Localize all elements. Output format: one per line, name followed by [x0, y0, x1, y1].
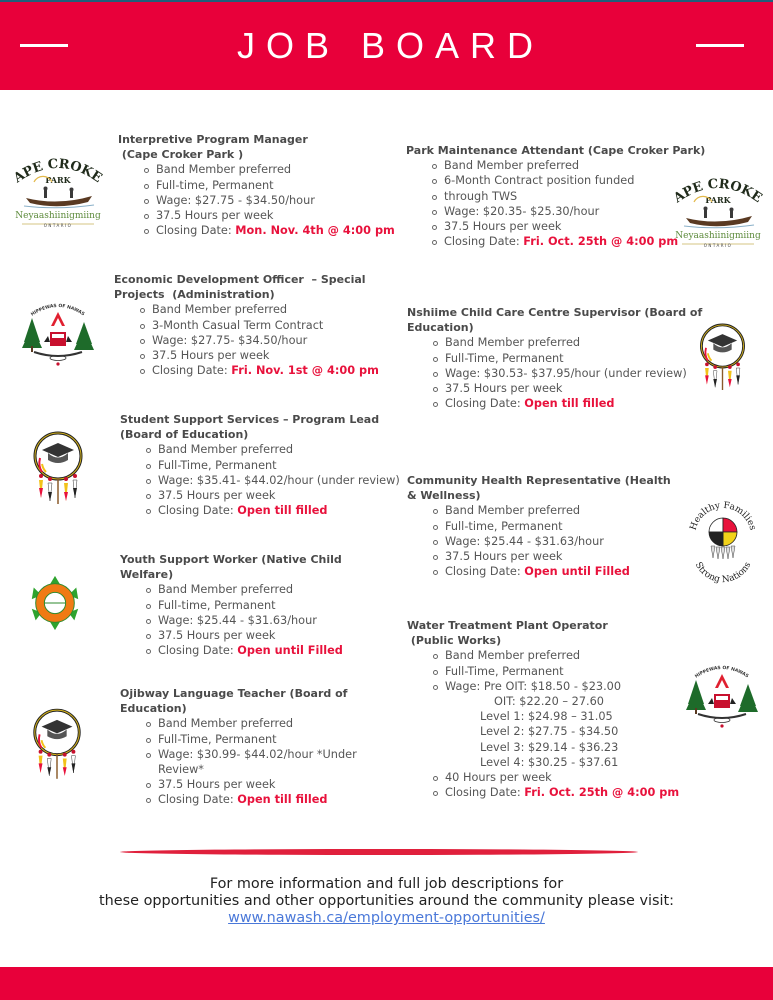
job-title-cont: (Cape Croker Park )	[118, 148, 244, 162]
job-title-cont: (Public Works)	[407, 634, 502, 648]
job-title: Park Maintenance Attendant (Cape Croker Park)	[406, 144, 706, 157]
job-title: Interpretive Program Manager	[118, 133, 308, 146]
job-listing	[407, 618, 679, 800]
job-detail: Band Member preferred	[433, 648, 679, 663]
job-detail: 37.5 Hours per week	[140, 348, 379, 363]
job-detail: Wage: $25.44 - $31.63/hour	[433, 534, 671, 549]
closing-label: Closing Date:	[158, 793, 238, 807]
job-detail: 40 Hours per week	[433, 770, 679, 785]
job-detail: 3-Month Casual Term Contract	[140, 318, 379, 333]
chippewas-of-nawash-logo	[18, 298, 98, 368]
job-detail: Band Member preferred	[433, 503, 671, 518]
job-detail: Full-Time, Permanent	[433, 664, 679, 679]
job-detail: Band Member preferred	[146, 442, 400, 457]
page-title: JOB BOARD	[236, 25, 545, 66]
closing-label: Closing Date:	[158, 644, 238, 658]
job-title: Youth Support Worker (Native Child	[120, 553, 342, 566]
closing-value: Fri. Oct. 25th @ 4:00 pm	[524, 786, 680, 800]
footer-info	[0, 876, 773, 927]
closing-label: Closing Date:	[158, 504, 238, 518]
chippewas-of-nawash-logo	[682, 660, 762, 730]
job-closing-date	[433, 785, 679, 800]
closing-value: Open till filled	[237, 793, 328, 807]
job-title: Student Support Services – Program Lead	[120, 413, 380, 426]
closing-value: Fri. Oct. 25th @ 4:00 pm	[523, 235, 679, 249]
job-detail: through TWS	[432, 189, 705, 204]
job-listing	[118, 132, 395, 238]
header-dash-right	[696, 44, 744, 47]
job-detail: Band Member preferred	[144, 162, 395, 177]
job-detail: Full-Time, Permanent	[146, 458, 400, 473]
job-detail: Full-time, Permanent	[144, 178, 395, 193]
job-detail: Band Member preferred	[146, 716, 357, 731]
job-closing-date	[146, 792, 357, 807]
employment-opportunities-link[interactable]: www.nawash.ca/employment-opportunities/	[228, 910, 545, 926]
footer-line-2: these opportunities and other opportunities around the community please visit:	[99, 893, 674, 909]
job-detail: 37.5 Hours per week	[432, 219, 705, 234]
footer-banner	[0, 967, 773, 1000]
closing-value: Open until Filled	[237, 644, 343, 658]
wage-level: Level 1: $24.98 – 31.05	[480, 710, 613, 724]
healthy-families-strong-nations-logo	[683, 492, 763, 592]
wage-level: Level 4: $30.25 - $37.61	[480, 755, 619, 769]
job-closing-date	[146, 503, 400, 518]
job-detail-cont: Review*	[158, 763, 204, 777]
job-listing	[407, 473, 671, 579]
closing-label: Closing Date:	[444, 235, 524, 249]
job-detail: 6-Month Contract position funded	[432, 173, 705, 188]
closing-value: Open until Filled	[524, 565, 630, 579]
job-title-cont: Welfare)	[120, 568, 174, 582]
job-detail: Wage: $27.75- $34.50/hour	[140, 333, 379, 348]
job-closing-date	[144, 223, 395, 238]
job-detail: Full-Time, Permanent	[433, 351, 702, 366]
closing-value: Fri. Nov. 1st @ 4:00 pm	[231, 364, 379, 378]
wage-level: Level 2: $27.75 - $34.50	[480, 725, 619, 739]
closing-label: Closing Date:	[152, 364, 232, 378]
closing-label: Closing Date:	[156, 224, 236, 238]
closing-value: Open till filled	[524, 397, 615, 411]
job-detail: Wage: $27.75 - $34.50/hour	[144, 193, 395, 208]
closing-label: Closing Date:	[445, 786, 525, 800]
job-detail: Wage: Pre OIT: $18.50 - $23.00	[433, 679, 679, 694]
footer-line-1: For more information and full job descriptions for	[209, 876, 564, 892]
job-detail: 37.5 Hours per week	[146, 488, 400, 503]
job-closing-date	[433, 396, 702, 411]
section-divider	[120, 849, 638, 855]
job-listing	[406, 143, 705, 249]
job-title: Ojibway Language Teacher (Board of	[120, 687, 348, 700]
job-listing	[407, 305, 702, 411]
job-closing-date	[433, 564, 671, 579]
closing-label: Closing Date:	[445, 565, 525, 579]
job-closing-date	[432, 234, 705, 249]
job-detail: 37.5 Hours per week	[146, 628, 343, 643]
closing-value: Open till filled	[237, 504, 328, 518]
native-child-welfare-turtle-logo	[26, 574, 84, 632]
job-title-cont: (Board of Education)	[120, 428, 249, 442]
closing-label: Closing Date:	[445, 397, 525, 411]
job-detail: 37.5 Hours per week	[146, 777, 357, 792]
header-banner	[0, 2, 773, 90]
job-listing	[120, 552, 343, 658]
closing-value: Mon. Nov. 4th @ 4:00 pm	[235, 224, 395, 238]
job-detail: Wage: $25.44 - $31.63/hour	[146, 613, 343, 628]
job-detail: 37.5 Hours per week	[144, 208, 395, 223]
job-title: Community Health Representative (Health	[407, 474, 671, 487]
board-of-education-dreamcatcher-logo	[28, 428, 88, 508]
job-detail: Band Member preferred	[432, 158, 705, 173]
job-title-cont: Education)	[120, 702, 187, 716]
job-listing	[120, 686, 357, 808]
job-closing-date	[146, 643, 343, 658]
job-detail: 37.5 Hours per week	[433, 549, 671, 564]
job-detail: Band Member preferred	[140, 302, 379, 317]
wage-level: OIT: $22.20 – 27.60	[494, 695, 604, 709]
job-closing-date	[140, 363, 379, 378]
job-detail: Band Member preferred	[433, 335, 702, 350]
job-title-cont: & Wellness)	[407, 489, 481, 503]
job-title: Nshiime Child Care Centre Supervisor (Board of	[407, 306, 703, 319]
job-detail: 37.5 Hours per week	[433, 381, 702, 396]
job-detail: Wage: $30.53- $37.95/hour (under review)	[433, 366, 702, 381]
job-detail: Wage: $30.99- $44.02/hour *Under	[146, 747, 357, 762]
job-title-cont: Projects (Administration)	[114, 288, 275, 302]
job-title: Economic Development Officer – Special	[114, 273, 366, 286]
job-detail: Wage: $35.41- $44.02/hour (under review)	[146, 473, 400, 488]
board-of-education-dreamcatcher-logo	[695, 318, 750, 396]
job-detail: Band Member preferred	[146, 582, 343, 597]
job-detail: Wage: $20.35- $25.30/hour	[432, 204, 705, 219]
cape-croker-park-logo	[8, 150, 108, 230]
wage-level: Level 3: $29.14 - $36.23	[480, 740, 619, 754]
job-listing	[120, 412, 400, 518]
job-title: Water Treatment Plant Operator	[407, 619, 608, 632]
board-of-education-dreamcatcher-logo	[28, 705, 86, 783]
job-detail: Full-time, Permanent	[146, 598, 343, 613]
job-detail: Full-Time, Permanent	[146, 732, 357, 747]
job-detail: Full-time, Permanent	[433, 519, 671, 534]
job-title-cont: Education)	[407, 321, 474, 335]
job-listing	[114, 272, 379, 378]
